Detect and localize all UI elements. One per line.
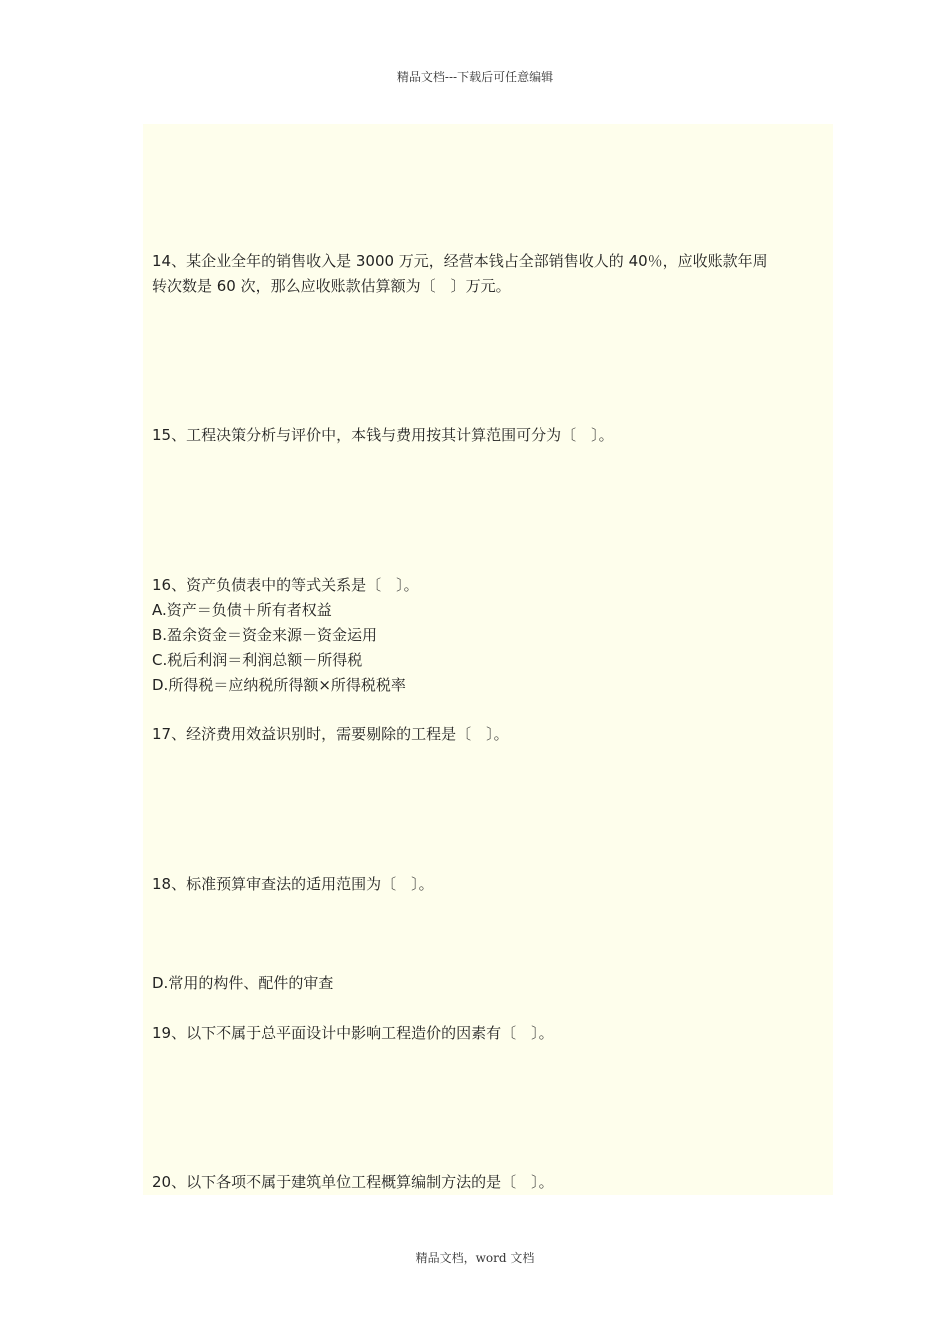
question-16-option-b: B.盈余资金＝资金来源－资金运用	[152, 626, 378, 644]
question-15: 15、工程决策分析与评价中，本钱与费用按其计算范围可分为〔 〕。	[152, 426, 614, 444]
page-footer: 精品文档，word 文档	[415, 1251, 535, 1265]
question-16: 16、资产负债表中的等式关系是〔 〕。	[152, 576, 419, 594]
question-16-option-c: C.税后利润＝利润总额－所得税	[152, 651, 363, 669]
question-18-option-d: D.常用的构件、配件的审查	[152, 974, 334, 992]
question-19: 19、以下不属于总平面设计中影响工程造价的因素有〔 〕。	[152, 1024, 554, 1042]
question-14-line-1: 14、某企业全年的销售收入是 3000 万元，经营本钱占全部销售收人的 40％，应收账款年周	[152, 252, 768, 270]
question-16-option-d: D.所得税＝应纳税所得额×所得税税率	[152, 676, 406, 694]
question-16-option-a: A.资产＝负债＋所有者权益	[152, 601, 332, 619]
document-body	[143, 124, 833, 1195]
question-20: 20、以下各项不属于建筑单位工程概算编制方法的是〔 〕。	[152, 1173, 554, 1191]
question-17: 17、经济费用效益识别时，需要剔除的工程是〔 〕。	[152, 725, 509, 743]
question-14-line-2: 转次数是 60 次，那么应收账款估算额为〔 〕万元。	[152, 277, 511, 295]
question-18: 18、标准预算审查法的适用范围为〔 〕。	[152, 875, 434, 893]
page-header: 精品文档---下载后可任意编辑	[396, 70, 554, 84]
